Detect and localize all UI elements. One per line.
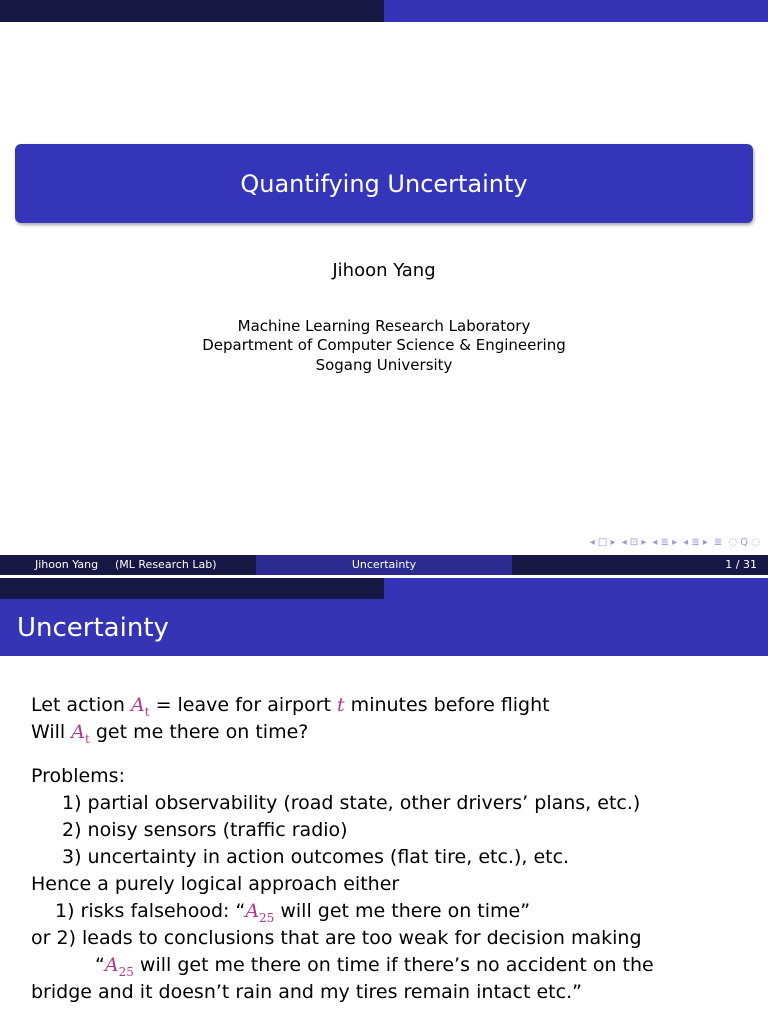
math-var [245,900,275,925]
var: A [245,900,260,922]
text: Will [31,721,72,743]
footer-right [512,555,768,575]
subscript: 25 [118,964,134,979]
text: = leave for airport [149,694,337,716]
nav-section-icon[interactable]: ◂ ≣ ▸ [652,537,678,548]
institution-line: Department of Computer Science & Engineering [202,336,566,354]
problem-item: 3) uncertainty in action outcomes (flat tire, etc.), etc. [62,846,570,868]
footer-lab: (ML Research Lab) [115,558,217,571]
footer-author: Jihoon Yang [35,558,99,571]
institution-line: Sogang University [315,356,453,374]
text-line: bridge and it doesn’t rain and my tires remain intact etc.” [31,981,582,1003]
math-var [130,694,150,719]
text: 1) risks falsehood: “ [55,900,246,922]
var: A [130,694,145,716]
var: A [104,954,119,976]
text-line [31,721,308,746]
subscript: 25 [259,910,275,925]
content-slide [0,578,768,1024]
presentation-title: Quantifying Uncertainty [240,169,528,198]
text-line: or 2) leads to conclusions that are too weak for decision making [31,927,642,949]
header-bar-blue [384,0,768,22]
text-line [55,900,530,925]
text-line [95,954,654,979]
beamer-navigation[interactable] [590,537,760,548]
text-line: Hence a purely logical approach either [31,873,400,895]
problems-heading: Problems: [31,765,125,787]
text: “ [95,954,105,976]
nav-toc-icon[interactable]: ≣ [713,537,723,548]
text: will get me there on time” [274,900,531,922]
problem-item: 1) partial observability (road state, other drivers’ plans, etc.) [62,792,641,814]
nav-search-icon[interactable]: ◌ Q ◌ [728,537,760,548]
title-box [15,144,753,223]
math-var [71,721,90,746]
footer-title: Uncertainty [256,555,512,575]
nav-subsection-icon[interactable]: ◂ ⊡ ▸ [621,537,647,548]
frame-title: Uncertainty [17,613,169,643]
math-var [104,954,134,979]
institution-line: Machine Learning Research Laboratory [237,317,531,335]
author-name: Jihoon Yang [332,260,436,281]
nav-part-icon[interactable]: ◂ ≣ ▸ [683,537,708,548]
header-bar-dark [0,578,384,599]
subscript: t [84,731,90,746]
problem-item: 2) noisy sensors (traffic radio) [62,819,348,841]
text: will get me there on time if there’s no accident on the [133,954,654,976]
text: get me there on time? [89,721,309,743]
text-line [31,694,550,719]
nav-frame-icon[interactable]: ◂ □ ▸ [589,537,616,548]
header-bar-dark [0,0,384,22]
var: A [71,721,85,743]
math-var: t [337,694,345,716]
text: Let action [31,694,131,716]
subscript: t [144,704,150,719]
slide-footer [0,555,768,575]
footer-left [0,555,256,575]
footer-page-number: 1 / 31 [725,558,757,571]
text: minutes before flight [344,694,550,716]
